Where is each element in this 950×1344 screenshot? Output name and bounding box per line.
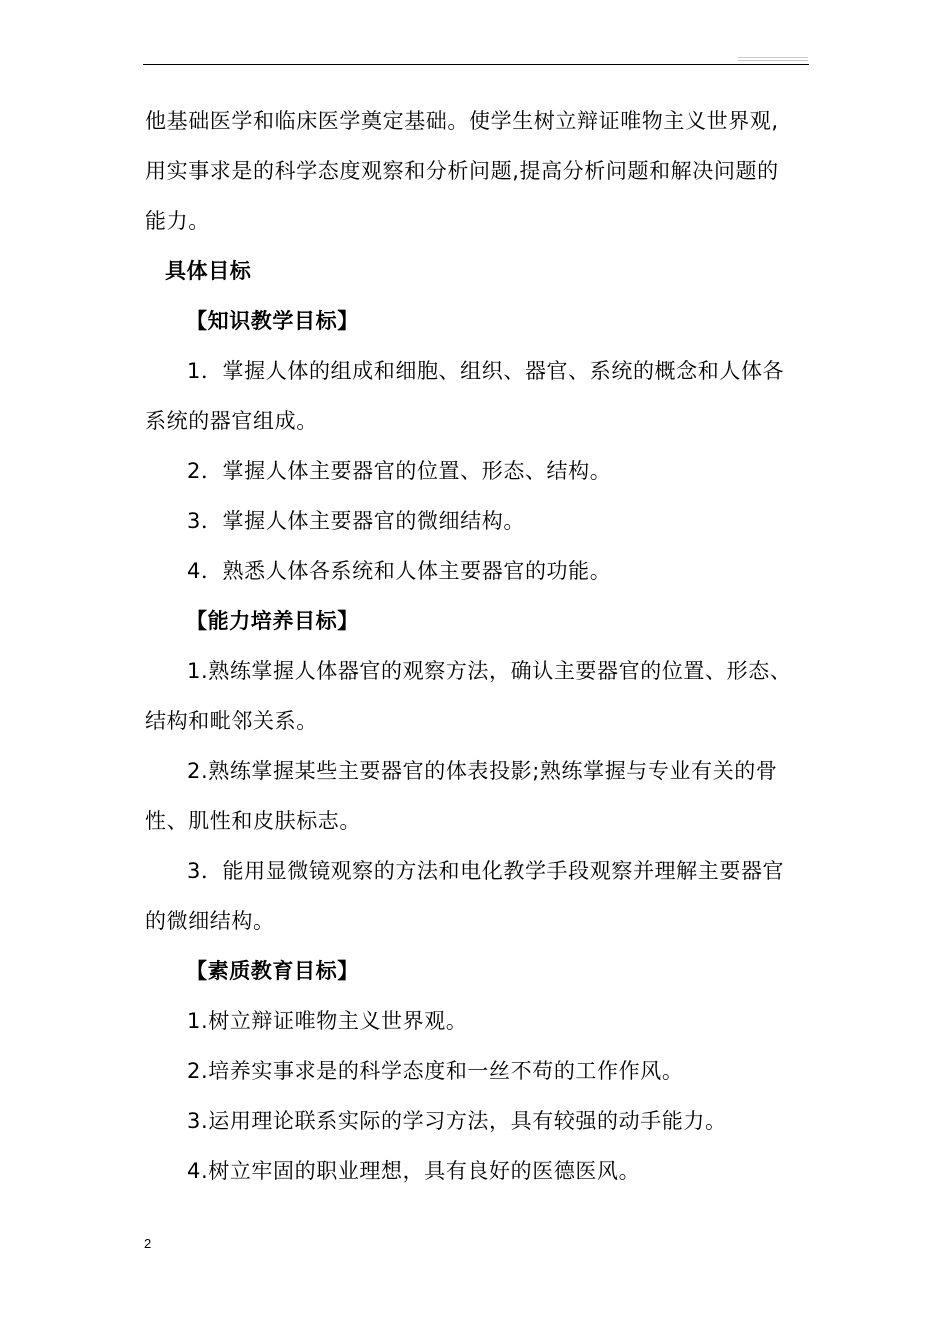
quality-item: 3.运用理论联系实际的学习方法，具有较强的动手能力。 xyxy=(187,1109,727,1133)
ability-item: 3．能用显微镜观察的方法和电化教学手段观察并理解主要器官 xyxy=(187,859,785,883)
ability-item-continued: 性、肌性和皮肤标志。 xyxy=(145,809,361,833)
header-decoration-line xyxy=(738,60,808,61)
ability-item: 1.熟练掌握人体器官的观察方法，确认主要器官的位置、形态、 xyxy=(187,659,792,683)
knowledge-item: 2．掌握人体主要器官的位置、形态、结构。 xyxy=(187,459,612,483)
header-decoration-line xyxy=(738,57,808,58)
knowledge-item: 1．掌握人体的组成和细胞、组织、器官、系统的概念和人体各 xyxy=(187,359,785,383)
section-heading: 具体目标 xyxy=(165,259,252,283)
page-number: 2 xyxy=(144,1236,152,1251)
ability-item-continued: 结构和毗邻关系。 xyxy=(145,709,318,733)
ability-item: 2.熟练掌握某些主要器官的体表投影;熟练掌握与专业有关的骨 xyxy=(187,759,778,783)
knowledge-item: 3．掌握人体主要器官的微细结构。 xyxy=(187,509,525,533)
quality-item: 4.树立牢固的职业理想，具有良好的医德医风。 xyxy=(187,1159,641,1183)
intro-line: 能力。 xyxy=(145,209,210,233)
quality-item: 1.树立辩证唯物主义世界观。 xyxy=(187,1009,468,1033)
header-rule xyxy=(143,64,809,65)
knowledge-item-continued: 系统的器官组成。 xyxy=(145,409,318,433)
ability-title: 【能力培养目标】 xyxy=(186,609,359,633)
quality-item: 2.培养实事求是的科学态度和一丝不苟的工作作风。 xyxy=(187,1059,684,1083)
quality-title: 【素质教育目标】 xyxy=(186,959,359,983)
intro-line: 用实事求是的科学态度观察和分析问题,提高分析问题和解决问题的 xyxy=(145,159,779,183)
intro-line: 他基础医学和临床医学奠定基础。使学生树立辩证唯物主义世界观, xyxy=(145,109,779,133)
knowledge-title: 【知识教学目标】 xyxy=(186,309,359,333)
knowledge-item: 4．熟悉人体各系统和人体主要器官的功能。 xyxy=(187,559,612,583)
ability-item-continued: 的微细结构。 xyxy=(145,909,275,933)
